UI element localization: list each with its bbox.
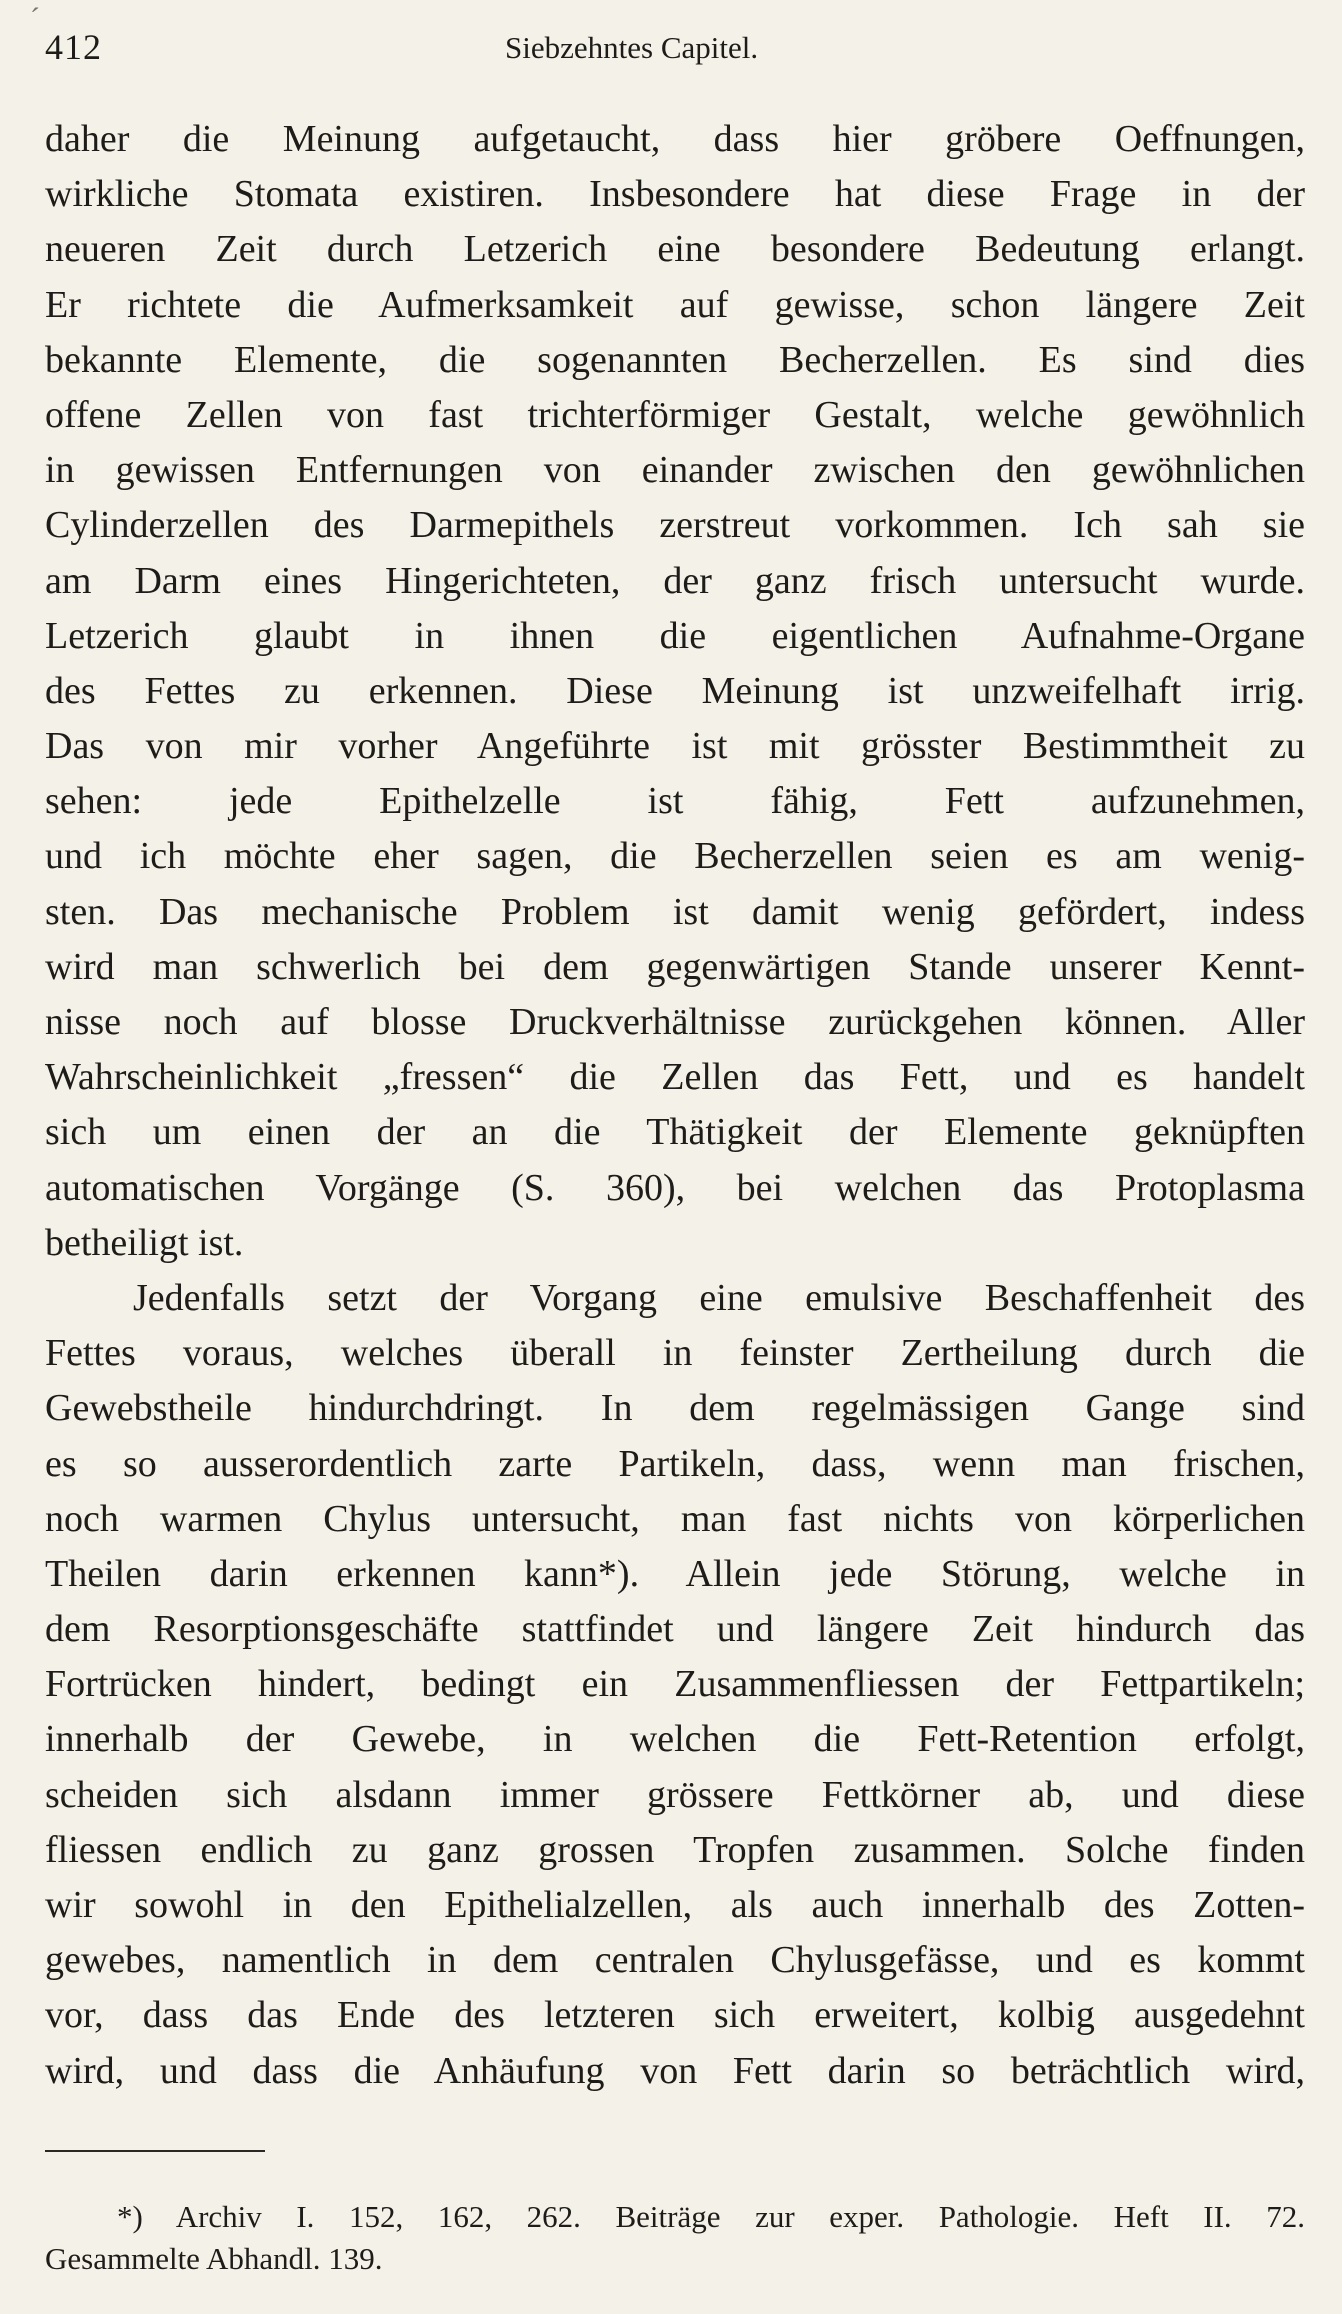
text-line: offene Zellen von fast trichterförmiger Gestalt, welche gewöhnlich [45, 393, 1305, 436]
footnote-divider [45, 2150, 265, 2152]
text-line: Jedenfalls setzt der Vorgang eine emulsive Beschaffenheit des [133, 1276, 1305, 1319]
text-line: am Darm eines Hingerichteten, der ganz frisch untersucht wurde. [45, 559, 1305, 602]
page-number: 412 [45, 27, 102, 67]
page-header [45, 26, 1305, 76]
text-line: vor, dass das Ende des letzteren sich erweitert, kolbig ausgedehnt [45, 1994, 1305, 2037]
text-line: Das von mir vorher Angeführte ist mit grösster Bestimmtheit zu [45, 725, 1305, 768]
text-line: Wahrscheinlichkeit „fressen“ die Zellen das Fett, und es handelt [45, 1056, 1305, 1099]
text-line: dem Resorptionsgeschäfte stattfindet und längere Zeit hindurch das [45, 1608, 1305, 1651]
text-line: daher die Meinung aufgetaucht, dass hier gröbere Oeffnungen, [45, 118, 1305, 160]
text-line: wird, und dass die Anhäufung von Fett darin so beträchtlich wird, [45, 2049, 1305, 2092]
text-line: des Fettes zu erkennen. Diese Meinung ist unzweifelhaft irrig. [45, 669, 1305, 712]
body-text [45, 112, 1305, 2099]
text-line: und ich möchte eher sagen, die Becherzellen seien es am wenig- [45, 835, 1305, 878]
text-line: wir sowohl in den Epithelialzellen, als auch innerhalb des Zotten- [45, 1884, 1305, 1926]
footnote-line: *) Archiv I. 152, 162, 262. Beiträge zur exper. Pathologie. Heft II. 72. [117, 2199, 1305, 2234]
text-line: innerhalb der Gewebe, in welchen die Fett-Retention erfolgt, [45, 1718, 1305, 1761]
text-line: gewebes, namentlich in dem centralen Chylusgefässe, und es kommt [45, 1939, 1305, 1982]
footnote-line: Gesammelte Abhandl. 139. [45, 2241, 383, 2276]
text-line: sehen: jede Epithelzelle ist fähig, Fett aufzunehmen, [45, 780, 1305, 823]
text-line: nisse noch auf blosse Druckverhältnisse zurückgehen können. Aller [45, 1001, 1305, 1043]
text-line: in gewissen Entfernungen von einander zwischen den gewöhnlichen [45, 449, 1305, 492]
text-line: wird man schwerlich bei dem gegenwärtigen Stande unserer Kennt- [45, 945, 1305, 988]
text-line: Cylinderzellen des Darmepithels zerstreut vorkommen. Ich sah sie [45, 504, 1305, 547]
text-line: Er richtete die Aufmerksamkeit auf gewisse, schon längere Zeit [45, 283, 1305, 326]
text-line: Fettes voraus, welches überall in feinster Zertheilung durch die [45, 1332, 1305, 1375]
running-head: Siebzehntes Capitel. [505, 30, 759, 65]
pencil-mark: ˊ [30, 2, 40, 35]
text-line: bekannte Elemente, die sogenannten Becherzellen. Es sind dies [45, 338, 1305, 381]
text-line: noch warmen Chylus untersucht, man fast nichts von körperlichen [45, 1497, 1305, 1540]
text-line: scheiden sich alsdann immer grössere Fettkörner ab, und diese [45, 1773, 1305, 1816]
text-line: Gewebstheile hindurchdringt. In dem regelmässigen Gange sind [45, 1387, 1305, 1430]
text-line: neueren Zeit durch Letzerich eine besondere Bedeutung erlangt. [45, 228, 1305, 271]
text-line: sich um einen der an die Thätigkeit der Elemente geknüpften [45, 1111, 1305, 1154]
text-line: sten. Das mechanische Problem ist damit wenig gefördert, indess [45, 890, 1305, 933]
text-line: Letzerich glaubt in ihnen die eigentlichen Aufnahme-Organe [45, 614, 1305, 657]
text-line: Fortrücken hindert, bedingt ein Zusammenfliessen der Fettpartikeln; [45, 1663, 1305, 1706]
text-line: wirkliche Stomata existiren. Insbesondere hat diese Frage in der [45, 173, 1305, 216]
text-line: automatischen Vorgänge (S. 360), bei welchen das Protoplasma [45, 1166, 1305, 1209]
text-line: es so ausserordentlich zarte Partikeln, dass, wenn man frischen, [45, 1442, 1305, 1485]
footnote [45, 2196, 1305, 2280]
text-line: fliessen endlich zu ganz grossen Tropfen zusammen. Solche finden [45, 1828, 1305, 1871]
text-line: betheiligt ist. [45, 1221, 244, 1264]
text-line: Theilen darin erkennen kann*). Allein jede Störung, welche in [45, 1552, 1305, 1595]
